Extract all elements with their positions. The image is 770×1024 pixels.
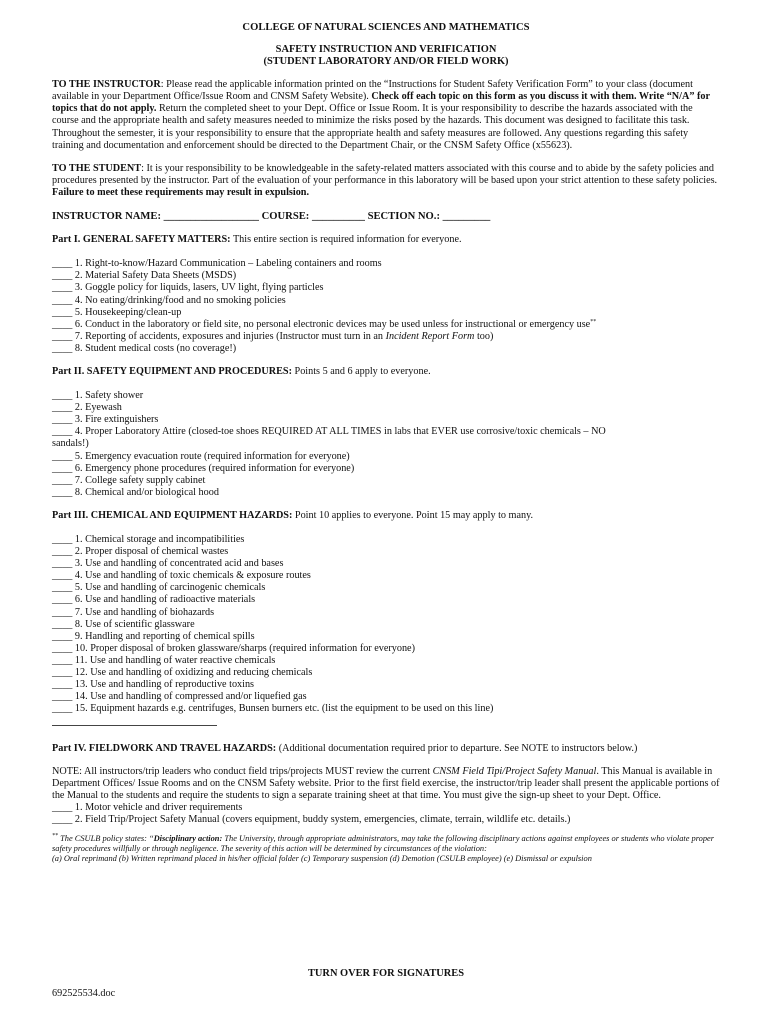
checklist-item-end: too) bbox=[474, 330, 494, 342]
field-note-paragraph bbox=[52, 766, 720, 802]
turn-over-notice: TURN OVER FOR SIGNATURES bbox=[308, 968, 464, 979]
college-heading: COLLEGE OF NATURAL SCIENCES AND MATHEMATICS bbox=[242, 22, 530, 33]
footnote-actions: (a) Oral reprimand (b) Written reprimand placed in his/her official folder (c) Temporary suspension (d) Demotion (CSULB employee) (e) Dismissal or expulsion bbox=[52, 854, 592, 864]
field-note-text-1: NOTE: All instructors/trip leaders who conduct field trips/projects MUST review the current bbox=[52, 765, 433, 777]
checklist-item[interactable]: ____ 6. Emergency phone procedures (required information for everyone) bbox=[52, 462, 355, 474]
instructor-lead: TO THE INSTRUCTOR bbox=[52, 79, 161, 91]
student-bold-text: Failure to meet these requirements may result in expulsion. bbox=[52, 186, 310, 198]
instructor-text-1: : Please read the applicable information printed on the “Instructions for Student Safety Verification Form” to your class (document available in your Department Office/Issue Room and CNSM Safety Website). bbox=[52, 79, 693, 103]
checklist-item[interactable]: ____ 8. Use of scientific glassware bbox=[52, 618, 195, 630]
checklist-item[interactable]: ____ 8. Chemical and/or biological hood bbox=[52, 486, 219, 498]
checklist-item[interactable]: ____ 4. No eating/drinking/food and no smoking policies bbox=[52, 294, 286, 306]
instructor-text-2: Return the completed sheet to your Dept. Office or Issue Room. It is your responsibility to describe the hazards associated with the course and the appropriate health and safety measures needed to minimize the risks posed by the hazards. This document was designed to facilitate this task. Throughout the semester, it is your responsibility to ensure that the appropriate health and safety measures are followed. Any questions regarding this safety training and documentation and enforcement should be directed to the Department Chair, or the CNSM Safety Office (x55623). bbox=[52, 103, 693, 151]
checklist-item[interactable]: ____ 3. Fire extinguishers bbox=[52, 414, 159, 426]
footnote-mark: ** bbox=[590, 318, 597, 325]
checklist-item[interactable]: ____ 5. Emergency evacuation route (required information for everyone) bbox=[52, 450, 350, 462]
checklist-item[interactable]: ____ 2. Field Trip/Project Safety Manual (covers equipment, buddy system, emergencies, climate, terrain, wildlife etc. details.) bbox=[52, 813, 571, 825]
document-id: 692525534.doc bbox=[52, 988, 116, 999]
part1-note: This entire section is required information for everyone. bbox=[230, 234, 462, 246]
footnote-text-1: The CSULB policy states: “ bbox=[58, 834, 154, 844]
checklist-item[interactable]: ____ 11. Use and handling of water reactive chemicals bbox=[52, 654, 276, 666]
part1-checklist bbox=[52, 258, 720, 355]
checklist-item[interactable]: ____ 3. Goggle policy for liquids, lasers, UV light, flying particles bbox=[52, 282, 324, 294]
field-manual-title: CNSM Field Tipi/Project Safety Manual bbox=[432, 765, 597, 777]
part4-heading-line bbox=[52, 743, 720, 755]
form-subtitle: (STUDENT LABORATORY AND/OR FIELD WORK) bbox=[263, 56, 509, 68]
checklist-item[interactable]: ____ 12. Use and handling of oxidizing and reducing chemicals bbox=[52, 667, 313, 679]
checklist-item[interactable]: ____ 7. Use and handling of biohazards bbox=[52, 606, 215, 618]
disciplinary-footnote bbox=[52, 834, 720, 864]
checklist-item[interactable]: ____ 1. Safety shower bbox=[52, 390, 144, 402]
checklist-item[interactable]: ____ 1. Right-to-know/Hazard Communication – Labeling containers and rooms bbox=[52, 258, 382, 270]
checklist-item[interactable]: ____ 1. Motor vehicle and driver requirements bbox=[52, 801, 243, 813]
form-title: SAFETY INSTRUCTION AND VERIFICATION bbox=[275, 44, 497, 56]
checklist-item[interactable]: ____ 13. Use and handling of reproductive toxins bbox=[52, 679, 255, 691]
instructor-course-section-line[interactable]: INSTRUCTOR NAME: __________________ COURSE: __________ SECTION NO.: _________ bbox=[52, 211, 491, 223]
checklist-item-with-italic[interactable] bbox=[52, 331, 720, 343]
checklist-item[interactable]: ____ 10. Proper disposal of broken glassware/sharps (required information for everyone) bbox=[52, 642, 415, 654]
footnote-mark: ** bbox=[52, 833, 58, 840]
checklist-item[interactable]: ____ 5. Housekeeping/clean-up bbox=[52, 306, 182, 318]
checklist-item[interactable]: ____ 7. College safety supply cabinet bbox=[52, 474, 206, 486]
checklist-item-text: ____ 6. Conduct in the laboratory or field site, no personal electronic devices may be used unless for instructional or emergency use bbox=[52, 318, 591, 330]
equipment-blank bbox=[52, 715, 217, 726]
part3-note: Point 10 applies to everyone. Point 15 may apply to many. bbox=[292, 509, 534, 521]
checklist-item[interactable]: ____ 2. Eyewash bbox=[52, 402, 122, 414]
part2-note: Points 5 and 6 apply to everyone. bbox=[292, 365, 431, 377]
incident-report-form-title: Incident Report Form bbox=[385, 330, 475, 342]
part4-note: (Additional documentation required prior to departure. See NOTE to instructors below.) bbox=[276, 742, 638, 754]
footnote-text-2: The University, through appropriate administrators, may take the following disciplinary actions against employees or students who violate proper safety procedures willfully or through negligence. The severity of this action will be determined by circumstances of the violation: bbox=[52, 834, 715, 854]
document-page bbox=[52, 20, 720, 999]
checklist-item[interactable]: ____ 2. Material Safety Data Sheets (MSDS) bbox=[52, 270, 237, 282]
checklist-item[interactable]: ____ 1. Chemical storage and incompatibilities bbox=[52, 534, 245, 545]
part3-heading-line bbox=[52, 510, 720, 522]
equipment-fill-line[interactable] bbox=[52, 715, 720, 730]
checklist-item[interactable]: ____ 8. Student medical costs (no coverage!) bbox=[52, 342, 237, 354]
instructor-bold-text: Check off each topic on this form as you discuss it with them. Write “N/A” for topics that do not apply. bbox=[52, 91, 710, 115]
checklist-item-continuation: sandals!) bbox=[52, 438, 89, 450]
part3-checklist bbox=[52, 534, 720, 731]
part2-heading: Part II. SAFETY EQUIPMENT AND PROCEDURES: bbox=[52, 365, 292, 377]
part3-heading: Part III. CHEMICAL AND EQUIPMENT HAZARDS: bbox=[52, 509, 293, 521]
checklist-item-text: ____ 7. Reporting of accidents, exposures and injuries (Instructor must turn in an bbox=[52, 330, 386, 342]
part2-checklist bbox=[52, 390, 720, 499]
checklist-item[interactable]: ____ 15. Equipment hazards e.g. centrifuges, Bunsen burners etc. (list the equipment to be used on this line) bbox=[52, 703, 494, 715]
footnote-bold: Disciplinary action: bbox=[153, 834, 223, 844]
part4-checklist bbox=[52, 802, 720, 826]
part1-heading-line bbox=[52, 234, 720, 246]
part1-heading: Part I. GENERAL SAFETY MATTERS: bbox=[52, 234, 231, 246]
checklist-item[interactable]: ____ 9. Handling and reporting of chemical spills bbox=[52, 630, 255, 642]
checklist-item[interactable]: ____ 3. Use and handling of concentrated acid and bases bbox=[52, 558, 284, 570]
checklist-item[interactable]: ____ 5. Use and handling of carcinogenic chemicals bbox=[52, 582, 266, 594]
checklist-item-with-mark[interactable] bbox=[52, 319, 720, 331]
student-lead: TO THE STUDENT bbox=[52, 162, 142, 174]
checklist-item[interactable]: ____ 4. Use and handling of toxic chemicals & exposure routes bbox=[52, 570, 311, 582]
checklist-item[interactable]: ____ 6. Use and handling of radioactive materials bbox=[52, 594, 256, 606]
student-paragraph bbox=[52, 163, 720, 199]
part4-heading: Part IV. FIELDWORK AND TRAVEL HAZARDS: bbox=[52, 742, 277, 754]
checklist-item[interactable]: ____ 4. Proper Laboratory Attire (closed-toe shoes REQUIRED AT ALL TIMES in labs that EVER use corrosive/toxic chemicals – NO bbox=[52, 426, 606, 438]
student-text-1: : It is your responsibility to be knowledgeable in the safety-related matters associated with this course and to abide by the safety policies and procedures presented by the instructor. Part of the evaluation of your performance in this laboratory will be based upon your strict attention to these safety policies. bbox=[52, 162, 718, 186]
checklist-item[interactable]: ____ 14. Use and handling of compressed and/or liquefied gas bbox=[52, 691, 307, 703]
field-note-text-2: . This Manual is available in Department Offices/ Issue Rooms and on the CNSM Safety website. Prior to the first field exercise, the instructor/trip leader shall present the applicable portions of the Manual to the students and require the students to sign a separate training sheet at that time. You must give the sign-up sheet to your Dept. Office. bbox=[52, 765, 720, 801]
instructor-paragraph bbox=[52, 79, 720, 152]
part2-heading-line bbox=[52, 366, 720, 378]
checklist-item[interactable]: ____ 2. Proper disposal of chemical wastes bbox=[52, 546, 229, 558]
